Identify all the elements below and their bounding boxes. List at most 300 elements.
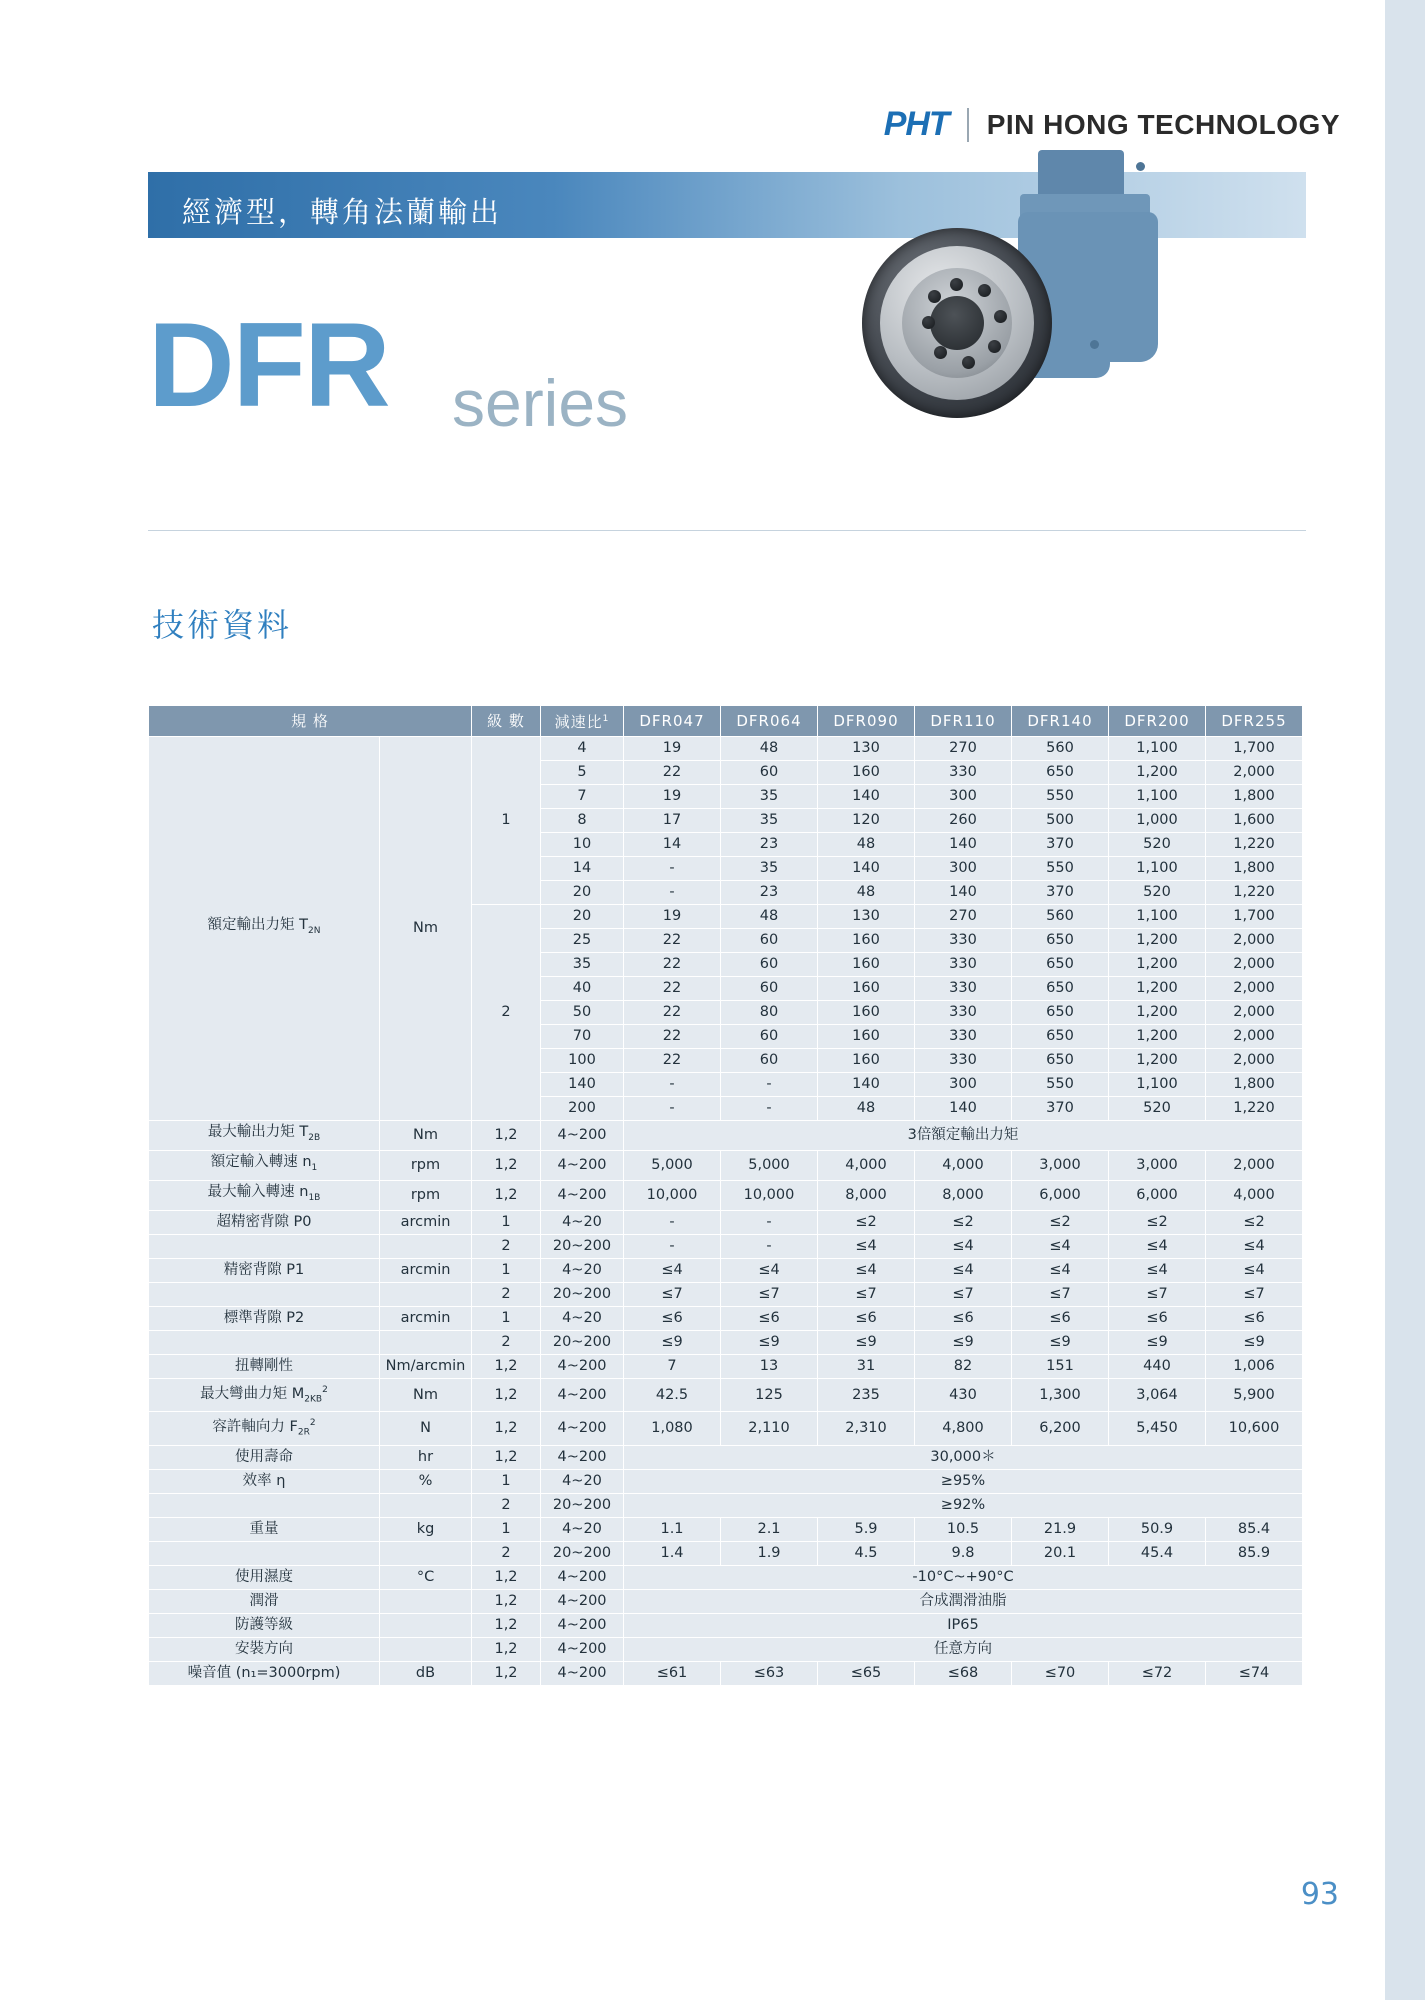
ratio-cell: 20 bbox=[541, 881, 624, 905]
value-cell: 2,000 bbox=[1206, 953, 1303, 977]
value-cell: ≤2 bbox=[1109, 1210, 1206, 1234]
value-cell: ≤9 bbox=[1206, 1330, 1303, 1354]
value-cell: 650 bbox=[1012, 761, 1109, 785]
value-cell: 4,000 bbox=[818, 1150, 915, 1180]
value-cell: 85.4 bbox=[1206, 1518, 1303, 1542]
value-cell: 45.4 bbox=[1109, 1542, 1206, 1566]
value-cell: 370 bbox=[1012, 1097, 1109, 1121]
value-cell: 160 bbox=[818, 953, 915, 977]
ratio-cell: 20~200 bbox=[541, 1282, 624, 1306]
ratio-cell: 4~20 bbox=[541, 1258, 624, 1282]
value-cell: 2,000 bbox=[1206, 1150, 1303, 1180]
value-cell: 650 bbox=[1012, 977, 1109, 1001]
value-cell: 35 bbox=[721, 809, 818, 833]
table-row bbox=[149, 1258, 1303, 1282]
ratio-cell: 4~200 bbox=[541, 1354, 624, 1378]
value-cell: 650 bbox=[1012, 929, 1109, 953]
row-unit: rpm bbox=[380, 1180, 472, 1210]
value-cell: 60 bbox=[721, 953, 818, 977]
value-cell: ≤65 bbox=[818, 1662, 915, 1686]
value-cell: 60 bbox=[721, 977, 818, 1001]
row-unit: N bbox=[380, 1412, 472, 1446]
value-cell: - bbox=[624, 1234, 721, 1258]
value-cell: 520 bbox=[1109, 1097, 1206, 1121]
value-cell: 21.9 bbox=[1012, 1518, 1109, 1542]
table-row bbox=[149, 1590, 1303, 1614]
row-label: 最大輸入轉速 $n_{1B}$ bbox=[149, 1180, 380, 1210]
value-cell: 140 bbox=[818, 1073, 915, 1097]
value-cell: ≤4 bbox=[818, 1258, 915, 1282]
value-cell: ≤7 bbox=[721, 1282, 818, 1306]
stage-cell: 1,2 bbox=[472, 1180, 541, 1210]
value-cell: 1,220 bbox=[1206, 881, 1303, 905]
row-unit: hr bbox=[380, 1446, 472, 1470]
value-cell: ≤7 bbox=[915, 1282, 1012, 1306]
value-cell: 6,000 bbox=[1012, 1180, 1109, 1210]
table-row bbox=[149, 1614, 1303, 1638]
table-header-row bbox=[149, 706, 1303, 737]
value-cell: ≤4 bbox=[1012, 1258, 1109, 1282]
value-cell: ≤4 bbox=[1012, 1234, 1109, 1258]
value-cell: 2,000 bbox=[1206, 1025, 1303, 1049]
value-cell: 1,100 bbox=[1109, 857, 1206, 881]
spec-table-wrapper bbox=[148, 705, 1303, 1686]
value-cell: 19 bbox=[624, 785, 721, 809]
value-cell: 5,900 bbox=[1206, 1378, 1303, 1412]
value-cell: 1,200 bbox=[1109, 1025, 1206, 1049]
value-cell: 140 bbox=[818, 785, 915, 809]
value-cell: 4,800 bbox=[915, 1412, 1012, 1446]
table-row bbox=[149, 1121, 1303, 1151]
value-cell: 85.9 bbox=[1206, 1542, 1303, 1566]
banner-text: 經濟型，轉角法蘭輸出 bbox=[182, 195, 503, 229]
ratio-cell: 4~200 bbox=[541, 1412, 624, 1446]
value-cell: 10,000 bbox=[624, 1180, 721, 1210]
row-unit: Nm bbox=[380, 1121, 472, 1151]
col-stages: 級 數 bbox=[472, 706, 541, 737]
value-cell: 330 bbox=[915, 977, 1012, 1001]
value-cell: 125 bbox=[721, 1378, 818, 1412]
value-cell: ≤7 bbox=[1012, 1282, 1109, 1306]
ratio-cell: 200 bbox=[541, 1097, 624, 1121]
row-label: 重量 bbox=[149, 1518, 380, 1542]
value-cell: 330 bbox=[915, 761, 1012, 785]
value-cell: 48 bbox=[818, 833, 915, 857]
value-cell: ≤6 bbox=[915, 1306, 1012, 1330]
value-cell: ≤6 bbox=[1109, 1306, 1206, 1330]
row-unit: dB bbox=[380, 1662, 472, 1686]
value-cell: 160 bbox=[818, 1001, 915, 1025]
value-cell: 151 bbox=[1012, 1354, 1109, 1378]
value-cell: 6,000 bbox=[1109, 1180, 1206, 1210]
value-cell: 520 bbox=[1109, 833, 1206, 857]
row-label: 潤滑 bbox=[149, 1590, 380, 1614]
spec-table-head bbox=[149, 706, 1303, 737]
ratio-cell: 4 bbox=[541, 737, 624, 761]
row-label: 標準背隙 P2 bbox=[149, 1306, 380, 1330]
value-cell: ≤6 bbox=[818, 1306, 915, 1330]
value-cell: ≤70 bbox=[1012, 1662, 1109, 1686]
table-row bbox=[149, 1494, 1303, 1518]
ratio-cell: 40 bbox=[541, 977, 624, 1001]
product-image bbox=[900, 150, 1300, 470]
stage-cell: 1,2 bbox=[472, 1121, 541, 1151]
row-unit bbox=[380, 1494, 472, 1518]
value-cell: 430 bbox=[915, 1378, 1012, 1412]
value-cell: ≤4 bbox=[818, 1234, 915, 1258]
value-cell: 140 bbox=[915, 1097, 1012, 1121]
value-cell: 520 bbox=[1109, 881, 1206, 905]
table-row bbox=[149, 1354, 1303, 1378]
value-cell: ≤4 bbox=[1206, 1234, 1303, 1258]
stage-cell: 2 bbox=[472, 1282, 541, 1306]
ratio-cell: 70 bbox=[541, 1025, 624, 1049]
value-cell: 370 bbox=[1012, 833, 1109, 857]
row-label-rated-torque: 額定輸出力矩 $T_{2N}$ bbox=[149, 737, 380, 1121]
value-cell: 23 bbox=[721, 833, 818, 857]
row-label: 防護等級 bbox=[149, 1614, 380, 1638]
table-row bbox=[149, 1330, 1303, 1354]
table-row bbox=[149, 1180, 1303, 1210]
table-row bbox=[149, 737, 1303, 761]
value-cell: ≤9 bbox=[624, 1330, 721, 1354]
value-cell: ≤63 bbox=[721, 1662, 818, 1686]
value-cell: 1,000 bbox=[1109, 809, 1206, 833]
value-cell: ≤4 bbox=[721, 1258, 818, 1282]
value-cell: 140 bbox=[915, 833, 1012, 857]
value-cell: 22 bbox=[624, 1049, 721, 1073]
stage-cell: 2 bbox=[472, 1542, 541, 1566]
ratio-cell: 10 bbox=[541, 833, 624, 857]
value-span-cell: ≥95% bbox=[624, 1470, 1303, 1494]
value-cell: 8,000 bbox=[915, 1180, 1012, 1210]
value-cell: 1,220 bbox=[1206, 833, 1303, 857]
value-cell: ≤9 bbox=[915, 1330, 1012, 1354]
value-cell: 330 bbox=[915, 929, 1012, 953]
value-cell: 160 bbox=[818, 929, 915, 953]
value-span-cell: 30,000＊ bbox=[624, 1446, 1303, 1470]
col-dfr200: DFR200 bbox=[1109, 706, 1206, 737]
row-label: 使用濕度 bbox=[149, 1566, 380, 1590]
table-row bbox=[149, 1518, 1303, 1542]
value-cell: 2,000 bbox=[1206, 977, 1303, 1001]
value-cell: ≤4 bbox=[624, 1258, 721, 1282]
value-cell: 1,700 bbox=[1206, 905, 1303, 929]
value-cell: 23 bbox=[721, 881, 818, 905]
row-label: 額定輸入轉速 $n_1$ bbox=[149, 1150, 380, 1180]
ratio-cell: 20 bbox=[541, 905, 624, 929]
value-cell: 19 bbox=[624, 905, 721, 929]
value-span-cell: IP65 bbox=[624, 1614, 1303, 1638]
table-row bbox=[149, 1378, 1303, 1412]
value-cell: 550 bbox=[1012, 857, 1109, 881]
value-cell: 1,200 bbox=[1109, 929, 1206, 953]
row-label: 效率 η bbox=[149, 1470, 380, 1494]
row-label: 使用壽命 bbox=[149, 1446, 380, 1470]
ratio-cell: 35 bbox=[541, 953, 624, 977]
value-cell: ≤4 bbox=[1206, 1258, 1303, 1282]
value-cell: 31 bbox=[818, 1354, 915, 1378]
ratio-cell: 20~200 bbox=[541, 1494, 624, 1518]
value-cell: 2,000 bbox=[1206, 761, 1303, 785]
value-cell: 10,000 bbox=[721, 1180, 818, 1210]
row-unit: Nm/arcmin bbox=[380, 1354, 472, 1378]
value-cell: 500 bbox=[1012, 809, 1109, 833]
value-cell: ≤9 bbox=[1109, 1330, 1206, 1354]
value-cell: 260 bbox=[915, 809, 1012, 833]
value-cell: 1,700 bbox=[1206, 737, 1303, 761]
ratio-cell: 4~200 bbox=[541, 1150, 624, 1180]
value-cell: - bbox=[624, 1073, 721, 1097]
stage-cell: 2 bbox=[472, 1494, 541, 1518]
value-cell: 270 bbox=[915, 737, 1012, 761]
row-label: 容許軸向力 $F_{2R}^2$ bbox=[149, 1412, 380, 1446]
col-dfr090: DFR090 bbox=[818, 706, 915, 737]
value-cell: 1,200 bbox=[1109, 977, 1206, 1001]
value-cell: 22 bbox=[624, 1025, 721, 1049]
row-unit bbox=[380, 1614, 472, 1638]
value-cell: 160 bbox=[818, 1049, 915, 1073]
value-cell: 3,000 bbox=[1109, 1150, 1206, 1180]
value-cell: 3,064 bbox=[1109, 1378, 1206, 1412]
value-cell: ≤2 bbox=[1012, 1210, 1109, 1234]
ratio-cell: 4~200 bbox=[541, 1121, 624, 1151]
value-cell: 330 bbox=[915, 1049, 1012, 1073]
value-span-cell: 合成潤滑油脂 bbox=[624, 1590, 1303, 1614]
value-cell: 1,200 bbox=[1109, 1001, 1206, 1025]
value-cell: 560 bbox=[1012, 737, 1109, 761]
value-cell: 2,000 bbox=[1206, 1001, 1303, 1025]
stage-cell: 2 bbox=[472, 1330, 541, 1354]
flange-bolt-icon bbox=[962, 356, 975, 369]
value-cell: 22 bbox=[624, 953, 721, 977]
value-cell: ≤4 bbox=[1109, 1258, 1206, 1282]
value-cell: ≤2 bbox=[1206, 1210, 1303, 1234]
value-cell: 130 bbox=[818, 737, 915, 761]
col-ratio: 減速比$^1$ bbox=[541, 706, 624, 737]
value-cell: 60 bbox=[721, 929, 818, 953]
value-cell: ≤7 bbox=[1206, 1282, 1303, 1306]
page-subtitle: series bbox=[452, 366, 629, 440]
ratio-cell: 4~200 bbox=[541, 1662, 624, 1686]
value-cell: 4,000 bbox=[1206, 1180, 1303, 1210]
value-cell: 1,200 bbox=[1109, 761, 1206, 785]
value-cell: 35 bbox=[721, 857, 818, 881]
ratio-cell: 25 bbox=[541, 929, 624, 953]
stage-cell: 1,2 bbox=[472, 1150, 541, 1180]
ratio-cell: 4~200 bbox=[541, 1378, 624, 1412]
value-cell: 1,100 bbox=[1109, 1073, 1206, 1097]
row-unit bbox=[380, 1590, 472, 1614]
row-label bbox=[149, 1282, 380, 1306]
ratio-cell: 140 bbox=[541, 1073, 624, 1097]
col-dfr110: DFR110 bbox=[915, 706, 1012, 737]
value-cell: 1,200 bbox=[1109, 1049, 1206, 1073]
row-unit: arcmin bbox=[380, 1258, 472, 1282]
row-label: 噪音值 (n₁=3000rpm) bbox=[149, 1662, 380, 1686]
value-cell: 8,000 bbox=[818, 1180, 915, 1210]
value-cell: 1,200 bbox=[1109, 953, 1206, 977]
value-cell: 50.9 bbox=[1109, 1518, 1206, 1542]
value-cell: ≤6 bbox=[624, 1306, 721, 1330]
pht-logo: PHT bbox=[883, 105, 949, 143]
value-cell: 5,000 bbox=[624, 1150, 721, 1180]
value-cell: - bbox=[624, 881, 721, 905]
value-cell: 550 bbox=[1012, 1073, 1109, 1097]
value-cell: 2,310 bbox=[818, 1412, 915, 1446]
value-cell: ≤7 bbox=[1109, 1282, 1206, 1306]
table-row bbox=[149, 1306, 1303, 1330]
stage-cell: 2 bbox=[472, 1234, 541, 1258]
value-cell: 19 bbox=[624, 737, 721, 761]
row-label: 安裝方向 bbox=[149, 1638, 380, 1662]
ratio-cell: 20~200 bbox=[541, 1234, 624, 1258]
table-row bbox=[149, 1566, 1303, 1590]
col-dfr255: DFR255 bbox=[1206, 706, 1303, 737]
value-cell: 130 bbox=[818, 905, 915, 929]
value-cell: 1.4 bbox=[624, 1542, 721, 1566]
value-cell: 20.1 bbox=[1012, 1542, 1109, 1566]
value-cell: 48 bbox=[721, 737, 818, 761]
value-cell: 22 bbox=[624, 929, 721, 953]
row-unit bbox=[380, 1330, 472, 1354]
stage-1-cell: 1 bbox=[472, 737, 541, 905]
value-cell: 300 bbox=[915, 857, 1012, 881]
value-cell: 1,800 bbox=[1206, 857, 1303, 881]
ratio-cell: 100 bbox=[541, 1049, 624, 1073]
row-unit: rpm bbox=[380, 1150, 472, 1180]
value-cell: 160 bbox=[818, 761, 915, 785]
value-cell: ≤6 bbox=[1012, 1306, 1109, 1330]
ratio-cell: 5 bbox=[541, 761, 624, 785]
value-cell: 2,000 bbox=[1206, 1049, 1303, 1073]
table-row bbox=[149, 1234, 1303, 1258]
value-cell: 48 bbox=[818, 1097, 915, 1121]
ratio-cell: 14 bbox=[541, 857, 624, 881]
page-title: DFR bbox=[148, 298, 389, 432]
table-row bbox=[149, 1470, 1303, 1494]
value-cell: ≤61 bbox=[624, 1662, 721, 1686]
col-dfr140: DFR140 bbox=[1012, 706, 1109, 737]
value-span-cell: -10°C~+90°C bbox=[624, 1566, 1303, 1590]
page-edge-strip bbox=[1385, 0, 1425, 2000]
stage-cell: 1 bbox=[472, 1470, 541, 1494]
col-spec: 規 格 bbox=[149, 706, 472, 737]
table-row bbox=[149, 1282, 1303, 1306]
value-cell: 650 bbox=[1012, 1025, 1109, 1049]
value-cell: 60 bbox=[721, 1049, 818, 1073]
stage-cell: 1,2 bbox=[472, 1590, 541, 1614]
value-cell: 48 bbox=[818, 881, 915, 905]
value-cell: ≤6 bbox=[1206, 1306, 1303, 1330]
value-cell: 2,110 bbox=[721, 1412, 818, 1446]
value-cell: ≤72 bbox=[1109, 1662, 1206, 1686]
value-cell: 9.8 bbox=[915, 1542, 1012, 1566]
value-cell: 120 bbox=[818, 809, 915, 833]
value-cell: 1,300 bbox=[1012, 1378, 1109, 1412]
col-dfr064: DFR064 bbox=[721, 706, 818, 737]
ratio-cell: 4~200 bbox=[541, 1446, 624, 1470]
row-label: 最大輸出力矩 $T_{2B}$ bbox=[149, 1121, 380, 1151]
row-label bbox=[149, 1494, 380, 1518]
value-cell: - bbox=[721, 1210, 818, 1234]
value-cell: 4,000 bbox=[915, 1150, 1012, 1180]
value-cell: ≤6 bbox=[721, 1306, 818, 1330]
value-cell: ≤68 bbox=[915, 1662, 1012, 1686]
value-cell: 17 bbox=[624, 809, 721, 833]
ratio-cell: 4~20 bbox=[541, 1518, 624, 1542]
table-row bbox=[149, 1542, 1303, 1566]
value-span-cell: ≥92% bbox=[624, 1494, 1303, 1518]
stage-cell: 1,2 bbox=[472, 1446, 541, 1470]
value-cell: ≤4 bbox=[915, 1258, 1012, 1282]
value-cell: 370 bbox=[1012, 881, 1109, 905]
stage-cell: 1 bbox=[472, 1210, 541, 1234]
flange-bolt-icon bbox=[978, 284, 991, 297]
flange-bolt-icon bbox=[928, 290, 941, 303]
section-divider bbox=[148, 530, 1306, 531]
housing-bolt-icon bbox=[1136, 162, 1145, 171]
value-cell: 1,600 bbox=[1206, 809, 1303, 833]
value-cell: ≤2 bbox=[818, 1210, 915, 1234]
stage-2-cell: 2 bbox=[472, 905, 541, 1121]
value-cell: ≤7 bbox=[818, 1282, 915, 1306]
value-cell: 42.5 bbox=[624, 1378, 721, 1412]
stage-cell: 1 bbox=[472, 1518, 541, 1542]
row-label: 超精密背隙 P0 bbox=[149, 1210, 380, 1234]
row-label: 精密背隙 P1 bbox=[149, 1258, 380, 1282]
value-cell: 300 bbox=[915, 1073, 1012, 1097]
value-cell: 1,100 bbox=[1109, 905, 1206, 929]
value-cell: - bbox=[624, 1097, 721, 1121]
brand-header bbox=[884, 105, 1340, 144]
value-cell: ≤9 bbox=[1012, 1330, 1109, 1354]
row-unit: % bbox=[380, 1470, 472, 1494]
ratio-cell: 4~200 bbox=[541, 1566, 624, 1590]
value-cell: ≤4 bbox=[1109, 1234, 1206, 1258]
value-cell: 140 bbox=[818, 857, 915, 881]
value-cell: ≤2 bbox=[915, 1210, 1012, 1234]
value-cell: 550 bbox=[1012, 785, 1109, 809]
company-name: PIN HONG TECHNOLOGY bbox=[986, 108, 1340, 140]
stage-cell: 1,2 bbox=[472, 1638, 541, 1662]
value-cell: 440 bbox=[1109, 1354, 1206, 1378]
row-label: 扭轉剛性 bbox=[149, 1354, 380, 1378]
value-cell: - bbox=[721, 1073, 818, 1097]
value-cell: 1.1 bbox=[624, 1518, 721, 1542]
value-cell: 1,800 bbox=[1206, 785, 1303, 809]
stage-cell: 1,2 bbox=[472, 1662, 541, 1686]
ratio-cell: 20~200 bbox=[541, 1542, 624, 1566]
row-label bbox=[149, 1330, 380, 1354]
value-cell: 5,450 bbox=[1109, 1412, 1206, 1446]
value-cell: - bbox=[624, 857, 721, 881]
output-flange-bore bbox=[930, 296, 984, 350]
table-row bbox=[149, 1662, 1303, 1686]
value-cell: 10.5 bbox=[915, 1518, 1012, 1542]
value-cell: 270 bbox=[915, 905, 1012, 929]
section-heading: 技術資料 bbox=[152, 606, 293, 644]
ratio-cell: 4~200 bbox=[541, 1638, 624, 1662]
value-cell: 22 bbox=[624, 977, 721, 1001]
page-number: 93 bbox=[1300, 1877, 1339, 1912]
row-unit bbox=[380, 1282, 472, 1306]
flange-bolt-icon bbox=[934, 346, 947, 359]
value-cell: - bbox=[624, 1210, 721, 1234]
value-cell: 13 bbox=[721, 1354, 818, 1378]
value-cell: 5,000 bbox=[721, 1150, 818, 1180]
row-label: 最大彎曲力矩 $M_{2KB}^2$ bbox=[149, 1378, 380, 1412]
